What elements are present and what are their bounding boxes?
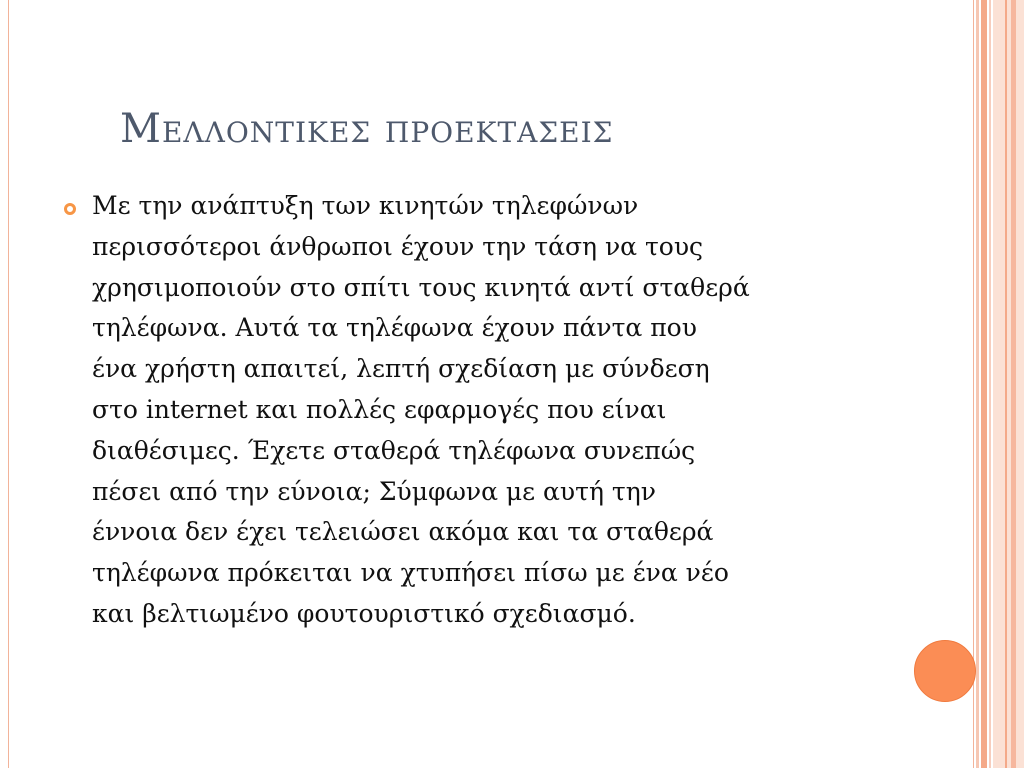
- orange-circle-icon: [914, 640, 976, 702]
- slide-body-text: [92, 186, 912, 635]
- body-line: έννοια δεν έχει τελειώσει ακόμα και τα σταθερά: [92, 517, 714, 547]
- body-line: ένα χρήστη απαιτεί, λεπτή σχεδίαση με σύνδεση: [92, 354, 710, 384]
- body-line: και βελτιωμένο φουτουριστικό σχεδιασμό.: [92, 598, 636, 628]
- body-line: περισσότεροι άνθρωποι έχουν την τάση να τους: [92, 231, 704, 261]
- body-line: διαθέσιμες. Έχετε σταθερά τηλέφωνα συνεπώς: [92, 435, 696, 465]
- body-line: στο internet και πολλές εφαρμογές που είναι: [92, 394, 667, 424]
- slide-title: Μελλοντικες προεκτασεις: [120, 106, 614, 152]
- side-stripe: [981, 0, 987, 768]
- bullet-ring-icon: [64, 203, 76, 215]
- side-stripe: [976, 0, 979, 768]
- body-line: τηλέφωνα. Αυτά τα τηλέφωνα έχουν πάντα που: [92, 313, 697, 343]
- side-stripe: [989, 0, 991, 768]
- body-line: πέσει από την εύνοια; Σύμφωνα με αυτή την: [92, 476, 656, 506]
- body-line: τηλέφωνα πρόκειται να χτυπήσει πίσω με ένα νέο: [92, 558, 729, 588]
- side-stripe: [1011, 0, 1016, 768]
- body-line: Με την ανάπτυξη των κινητών τηλεφώνων: [92, 191, 639, 220]
- side-stripe: [1005, 0, 1007, 768]
- body-line: χρησιμοποιούν στο σπίτι τους κινητά αντί σταθερά: [92, 272, 750, 302]
- side-stripe: [993, 0, 1024, 768]
